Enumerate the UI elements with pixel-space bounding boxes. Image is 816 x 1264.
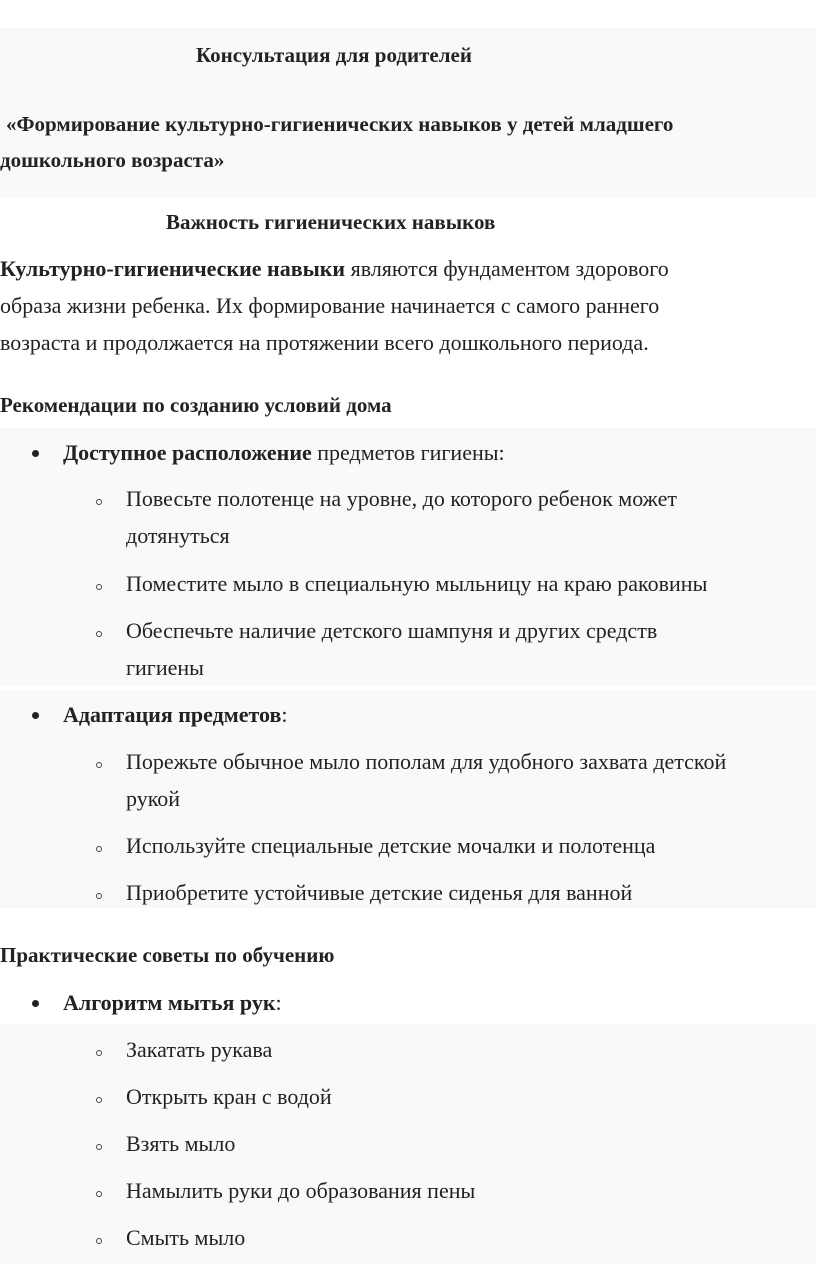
circle-bullet-icon — [96, 1191, 102, 1197]
sub-item-line: Открыть кран с водой — [126, 1084, 332, 1109]
sub-item-line: Намылить руки до образования пены — [126, 1178, 476, 1203]
paragraph-intro-line-1 — [0, 256, 669, 282]
circle-bullet-icon — [96, 584, 102, 590]
sub-item-line: Приобретите устойчивые детские сиденья для ванной — [126, 880, 633, 905]
sub-item-line: Обеспечьте наличие детского шампуня и других средств — [126, 618, 658, 643]
intro-text: являются фундаментом здорового — [345, 256, 669, 281]
list-item-bold: Доступное расположение — [63, 440, 312, 465]
sub-item-line: Порежьте обычное мыло пополам для удобного захвата детской — [126, 749, 727, 774]
sub-item-line: Используйте специальные детские мочалки и полотенца — [126, 833, 656, 858]
sub-item-line: Закатать рукава — [126, 1037, 273, 1062]
list-item-handwashing — [63, 990, 282, 1016]
list-item-accessible-placement — [63, 440, 505, 466]
sub-item-line: гигиены — [126, 655, 204, 680]
intro-bold-term: Культурно-гигиенические навыки — [0, 256, 346, 281]
circle-bullet-icon — [96, 1144, 102, 1150]
circle-bullet-icon — [96, 762, 102, 768]
sub-item-line: Смыть мыло — [126, 1225, 246, 1250]
list-item-text: предметов гигиены: — [311, 440, 505, 465]
sub-item-line: рукой — [126, 786, 181, 811]
sub-item-line: Поместите мыло в специальную мыльницу на краю раковины — [126, 571, 708, 596]
sub-item-line: дотянуться — [126, 523, 230, 548]
bullet-icon — [32, 450, 39, 457]
circle-bullet-icon — [96, 499, 102, 505]
list-item-bold: Алгоритм мытья рук — [63, 990, 276, 1015]
document-title: Консультация для родителей — [196, 43, 472, 67]
list-item-adaptation — [63, 702, 287, 728]
document-subtitle-line-2: дошкольного возраста» — [0, 148, 225, 172]
bullet-icon — [32, 1000, 39, 1007]
bullet-icon — [32, 712, 39, 719]
shaded-band — [0, 1024, 816, 1264]
document-subtitle-line-1: «Формирование культурно-гигиенических навыков у детей младшего — [6, 112, 674, 136]
sub-item-line: Взять мыло — [126, 1131, 236, 1156]
paragraph-intro-line-2: образа жизни ребенка. Их формирование начинается с самого раннего — [0, 293, 660, 318]
section-heading-practical-tips: Практические советы по обучению — [0, 943, 335, 967]
list-item-text: : — [281, 702, 288, 727]
circle-bullet-icon — [96, 893, 102, 899]
shaded-band — [0, 428, 816, 686]
paragraph-intro-line-3: возраста и продолжается на протяжении всего дошкольного периода. — [0, 330, 649, 355]
list-item-bold: Адаптация предметов — [63, 702, 282, 727]
circle-bullet-icon — [96, 631, 102, 637]
sub-item-line: Повесьте полотенце на уровне, до которого ребенок может — [126, 486, 677, 511]
circle-bullet-icon — [96, 1050, 102, 1056]
circle-bullet-icon — [96, 846, 102, 852]
circle-bullet-icon — [96, 1097, 102, 1103]
circle-bullet-icon — [96, 1238, 102, 1244]
list-item-text: : — [275, 990, 282, 1015]
section-heading-importance: Важность гигиенических навыков — [166, 210, 496, 234]
section-heading-home-conditions: Рекомендации по созданию условий дома — [0, 393, 392, 417]
